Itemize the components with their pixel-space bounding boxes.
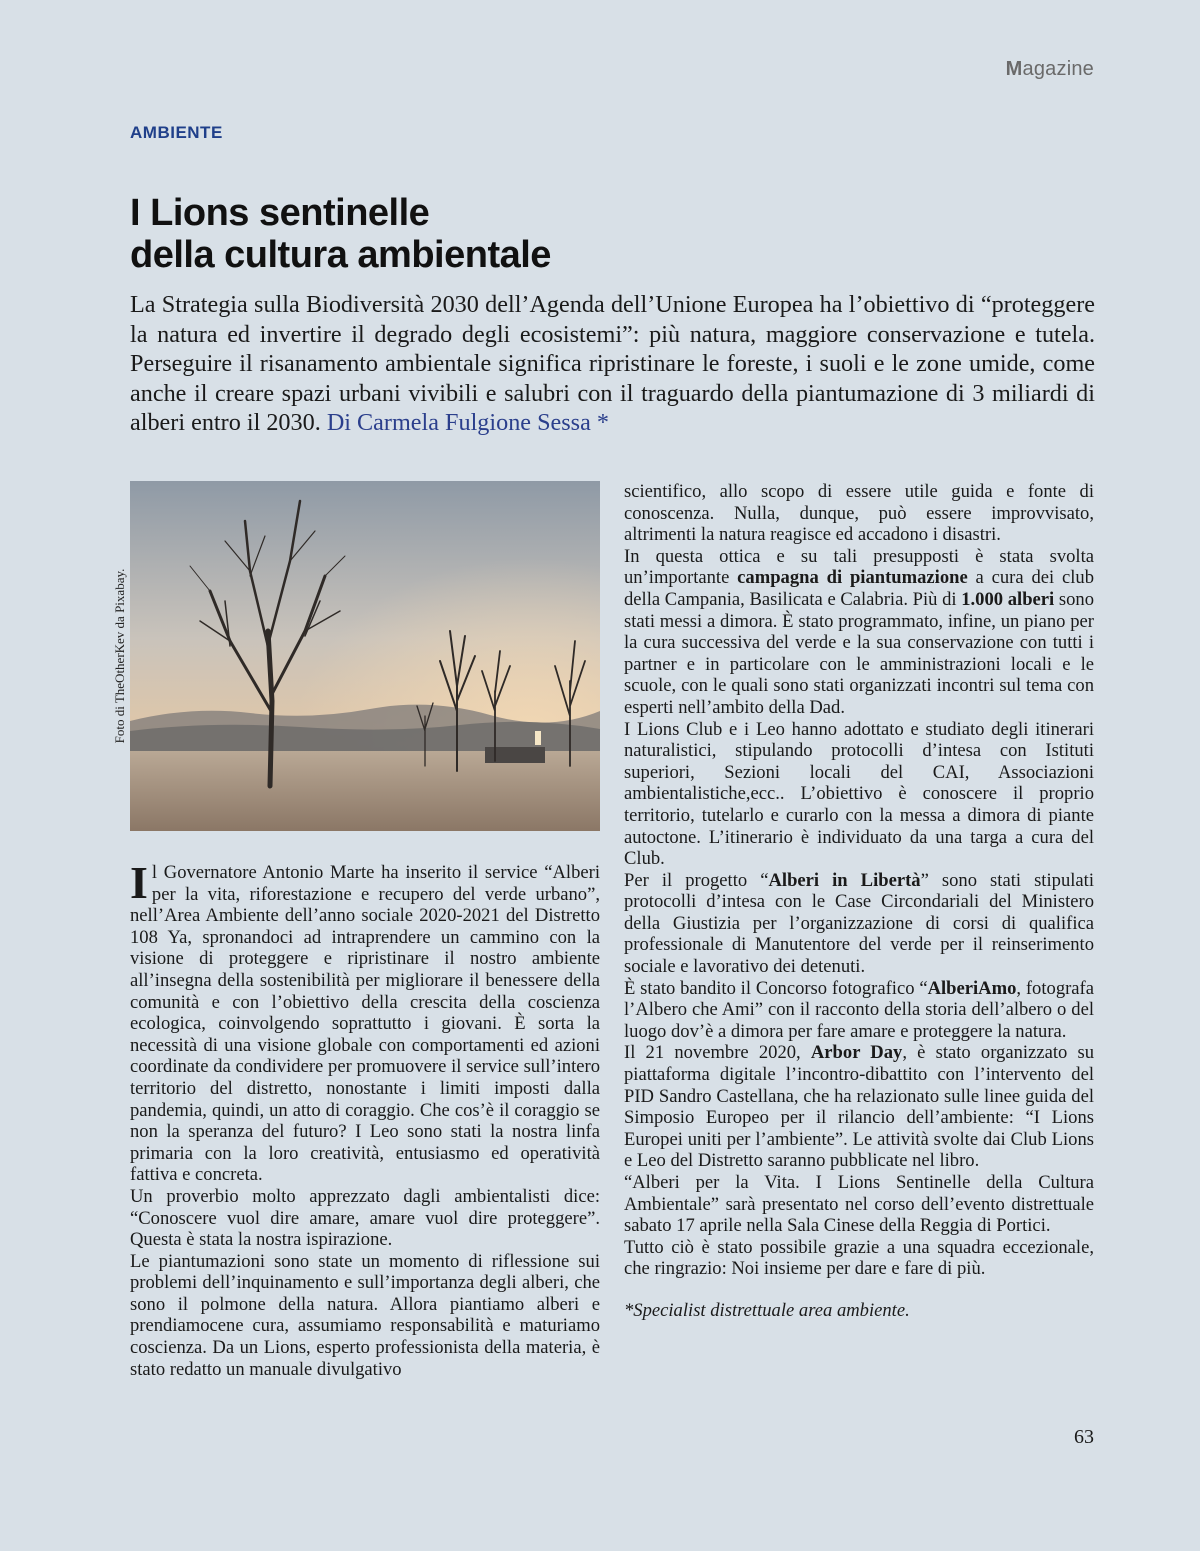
title-line-1: I Lions sentinelle xyxy=(130,192,430,234)
paragraph: I Lions Club e i Leo hanno adottato e studiato degli itinerari naturalistici, stipulando protocolli d’intesa con Istituti superiori, Sezioni locali del CAI, Associazioni ambientalistiche,ecc.. L’obiettivo è conoscere il proprio territorio, tutelarlo e curarlo con la messa a dimora di piante autoctone. L’itinerario è individuato da una targa a cura del Club. xyxy=(624,718,1094,870)
page-number: 63 xyxy=(1074,1426,1094,1448)
paragraph: Le piantumazioni sono state un momento di riflessione sui problemi dell’inquinamento e sull’importanza degli alberi, che sono il polmone della natura. Allora piantiamo alberi e prendiamocene cura, assumiamo responsabilità e maturiamo coscienza. Da un Lions, esperto professionista della materia, è stato redatto un manuale divulgativo xyxy=(130,1250,600,1380)
paragraph: Tutto ciò è stato possibile grazie a una squadra eccezionale, che ringrazio: Noi insieme per dare e fare di più. xyxy=(624,1236,1094,1280)
byline: Di Carmela Fulgione Sessa * xyxy=(326,409,609,436)
paragraph: Il Governatore Antonio Marte ha inserito il service “Alberi per la vita, riforestazione e recupero del verde urbano”, nell’Area Ambiente dell’anno sociale 2020-2021 del Distretto 108 Ya, spronandoci ad intraprendere un cammino con la visione di proteggere e ripristinare il nostro ambiente all’insegna della sostenibilità per migliorare il benessere della comunità e con l’obiettivo della crescita della coscienza ecologica, coinvolgendo soprattutto i giovani. È sorta la necessità di una visione globale con comportamenti ed azioni coordinate da condividere per promuovere il service sull’intero territorio del distretto, nonostante i limiti imposti dalla pandemia, quindi, un atto di coraggio. Che cos’è il coraggio se non la speranza del futuro? I Leo sono stati la nostra linfa primaria con la loro creatività, entusiasmo ed operatività fattiva e concreta. xyxy=(130,857,600,1186)
author-footnote: *Specialist distrettuale area ambiente. xyxy=(624,1299,910,1321)
magazine-label: Magazine xyxy=(1005,58,1094,80)
photo-credit: Foto di TheOtherKev da Pixabay. xyxy=(112,568,127,744)
title-line-2: della cultura ambientale xyxy=(130,234,551,276)
paragraph: Per il progetto “Alberi in Libertà” sono stati stipulati protocolli d’intesa con le Case Circondariali del Ministero della Giustizia per l’organizzazione di corsi di qualifica professionale di Manutentore del verde per il reinserimento sociale e lavorativo dei detenuti. xyxy=(624,869,1094,978)
right-column xyxy=(624,481,1094,1322)
paragraph: Un proverbio molto apprezzato dagli ambientalisti dice: “Conoscere vuol dire amare, amare vuol dire proteggere”. Questa è stata la nostra ispirazione. xyxy=(130,1185,600,1251)
article-title xyxy=(130,192,1070,276)
article-photo xyxy=(130,481,600,831)
paragraph: È stato bandito il Concorso fotografico “AlberiAmo, fotografa l’Albero che Ami” con il racconto della storia dell’albero o del luogo dov’è a dimora per fare amare e proteggere la natura. xyxy=(624,977,1095,1042)
paragraph: In questa ottica e su tali presupposti è stata svolta un’importante campagna di piantumazione a cura dei club della Campania, Basilicata e Calabria. Più di 1.000 alberi sono stati messi a dimora. È stato programmato, infine, un piano per la cura successiva del verde e la sua conservazione con tutti i partner e in particolare con le amministrazioni locali e le scuole, con le quali sono stati organizzati incontri sul tema con esperti nell’ambito della Dad. xyxy=(624,545,1095,718)
paragraph: Il 21 novembre 2020, Arbor Day, è stato organizzato su piattaforma digitale l’incontro-dibattito con l’intervento del PID Sandro Castellana, che ha relazionato sulle linee guida del Simposio Europeo per il rilancio dell’ambiente: “I Lions Europei uniti per l’ambiente”. Le attività svolte dai Club Lions e Leo del Distretto saranno pubblicate nel libro. xyxy=(624,1042,1094,1172)
paragraph: scientifico, allo scopo di essere utile guida e fonte di conoscenza. Nulla, dunque, può essere improvvisato, altrimenti la natura reagisce ed accadono i disastri. xyxy=(624,481,1094,546)
section-label: AMBIENTE xyxy=(130,123,223,142)
paragraph: “Alberi per la Vita. I Lions Sentinelle della Cultura Ambientale” sarà presentato nel corso dell’evento distrettuale sabato 17 aprile nella Sala Cinese della Reggia di Portici. xyxy=(624,1172,1094,1237)
left-column xyxy=(130,857,600,1380)
drop-cap: I xyxy=(130,857,148,908)
lead-paragraph: La Strategia sulla Biodiversità 2030 dell’Agenda dell’Unione Europea ha l’obiettivo di “proteggere la natura ed invertire il degrado degli ecosistemi”: più natura, maggiore conservazione e tutela. Perseguire il risanamento ambientale significa ripristinare le foreste, i suoli e le zone umide, come anche il creare spazi urbani vivibili e salubri con il traguardo della piantumazione di 3 miliardi di alberi entro il 2030. Di Carmela Fulgione Sessa * xyxy=(130,291,1095,436)
